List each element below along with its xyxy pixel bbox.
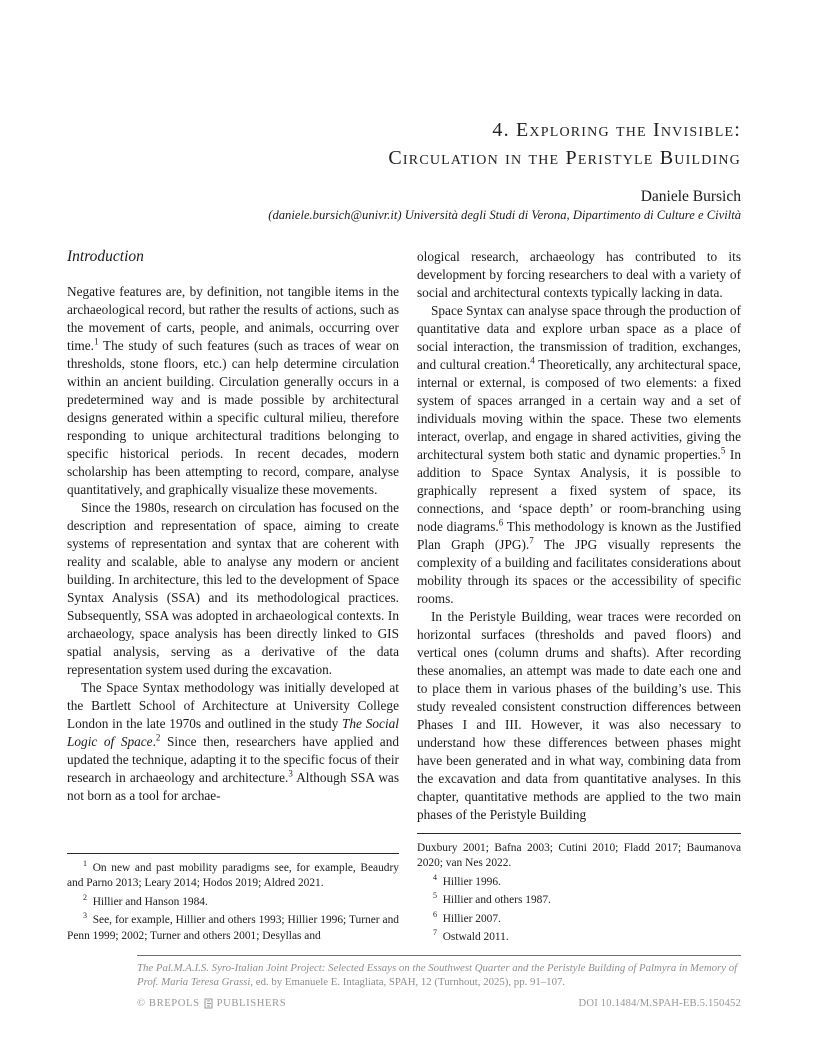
publishers-text: PUBLISHERS — [216, 998, 287, 1009]
footnote: $^7$ Ostwald 2011. — [433, 928, 509, 944]
body-paragraph: Since the 1980s, research on circulation has focused on the description and representation of space, aiming to create systems of representation and syntax that are coherent with reality and scalable, able to analyse any modern or ancient building. In architecture, this led to the development of Space Syntax Analysis (SSA) and its methodological practices. Subsequently, SSA was adopted in archaeological contexts. In archaeology, space analysis has been directly linked to GIS spatial analysis, serving as a derivative of the data representation system used during the excavation. — [67, 500, 399, 677]
footnote: $^1$ On new and past mobility paradigms see, for example, Beaudry and Parno 2013; Leary 2014; Hodos 2019; Aldred 2021. — [67, 859, 399, 890]
left-column — [67, 248, 399, 805]
footnote: $^4$ Hillier 1996. — [433, 873, 501, 888]
brepols-logo-icon — [204, 998, 213, 1009]
footer-citation — [137, 961, 741, 989]
body-paragraph: In the Peristyle Building, wear traces were recorded on horizontal surfaces (thresholds and paved floors) and vertical ones (column drums and shafts). After recording these anomalies, an attempt was made to date each one and to place them in various phases of the building’s use. This study revealed consistent construction differences between Phases I and III. However, it was also necessary to understand how these differences between phases might have been generated and in what way, combining data from the excavation and data from quantitative analyses. In this chapter, quantitative methods are applied to the two main phases of the Peristyle Building — [417, 609, 741, 822]
footer-citation-rest: , ed. by Emanuele E. Intagliata, SPAH, 12 (Turnhout, 2025), pp. 91–107. — [250, 976, 566, 988]
section-heading-introduction: Introduction — [67, 248, 144, 265]
publisher-line — [137, 998, 286, 1009]
article-title-line1: 4. Exploring the Invisible: — [492, 119, 741, 141]
author-name: Daniele Bursich — [640, 188, 741, 205]
body-paragraph: The Space Syntax methodology was initially developed at the Bartlett School of Architecture at University College London in the late 1970s and outlined in the study The Social Logic of Space.$^2$ Since then, researchers have applied and updated the technique, adapting it to the specific focus of their research in archaeology and architecture.$^3$ Although SSA was not born as a tool for archae- — [67, 680, 400, 803]
footnote: $^6$ Hillier 2007. — [433, 909, 501, 925]
body-paragraph: Negative features are, by definition, not tangible items in the archaeological record, but rather the results of actions, such as the movement of carts, people, and animals, occurring over time.$^1$ The study of such features (such as traces of wear on thresholds, stone floors, etc.) can help determine circulation within an ancient building. Circulation generally occurs in a predetermined way and is made possible by architectural designs generated within a specific cultural milieu, therefore responding to unique architectural traditions belonging to specific historical periods. In recent decades, modern scholarship has been attempting to record, compare, analyse quantitatively, and graphically visualize these movements. — [67, 284, 399, 497]
footnote: $^3$ See, for example, Hillier and others 1993; Hillier 1996; Turner and Penn 1999; 2002; Turner and others 2001; Desyllas and — [67, 911, 399, 942]
author-affiliation: (daniele.bursich@univr.it) Università degli Studi di Verona, Dipartimento di Culture e Civiltà — [268, 208, 741, 222]
footer-row — [137, 998, 741, 1009]
body-paragraph: Space Syntax can analyse space through the production of quantitative data and explore urban space as a place of social interaction, the transmission of tradition, exchanges, and cultural creation.$^4$ Theoretically, any architectural space, internal or external, is composed of two elements: a fixed system of spaces arranged in a certain way and a set of individuals moving within the space. These two elements interact, overlap, and engage in shared activities, giving the architectural system both static and dynamic properties.$^5$ In addition to Space Syntax Analysis, it is possible to graphically represent a fixed system of space, its connections, and ‘space depth’ or room-branching using node diagrams.$^6$ This methodology is known as the Justified Plan Graph (JPG).$^7$ The JPG visually represents the complexity of a building and facilitates considerations about mobility through its spaces or the accessibility of specific rooms. — [417, 303, 742, 606]
right-column — [417, 248, 741, 824]
copyright-text: © BREPOLS — [137, 998, 200, 1009]
footnote: Duxbury 2001; Bafna 2003; Cutini 2010; Fladd 2017; Baumanova 2020; van Nes 2022. — [417, 842, 741, 870]
doi-text: DOI 10.1484/M.SPAH-EB.5.150452 — [578, 998, 741, 1009]
footer-divider — [137, 955, 741, 956]
footer-citation-book-title: The Pal.M.A.I.S. Syro-Italian Joint Project: Selected Essays on the Southwest Quarter and the Peristyle Building of Palmyra in Memory of Prof. Maria Teresa Grassi — [137, 962, 738, 988]
footnotes-right-column — [417, 833, 741, 948]
footnote: $^2$ Hillier and Hanson 1984. — [83, 893, 208, 908]
article-title-block — [388, 116, 741, 172]
right-column-paragraphs — [417, 248, 741, 824]
footnotes-left-column — [67, 853, 399, 947]
left-column-paragraphs — [67, 283, 399, 805]
footnote: $^5$ Hillier and others 1987. — [433, 891, 551, 907]
article-title-line2: Circulation in the Peristyle Building — [388, 147, 741, 169]
body-paragraph: ological research, archaeology has contributed to its development by forcing researchers to deal with a variety of social and architectural contexts typically lacking in data. — [417, 249, 741, 300]
